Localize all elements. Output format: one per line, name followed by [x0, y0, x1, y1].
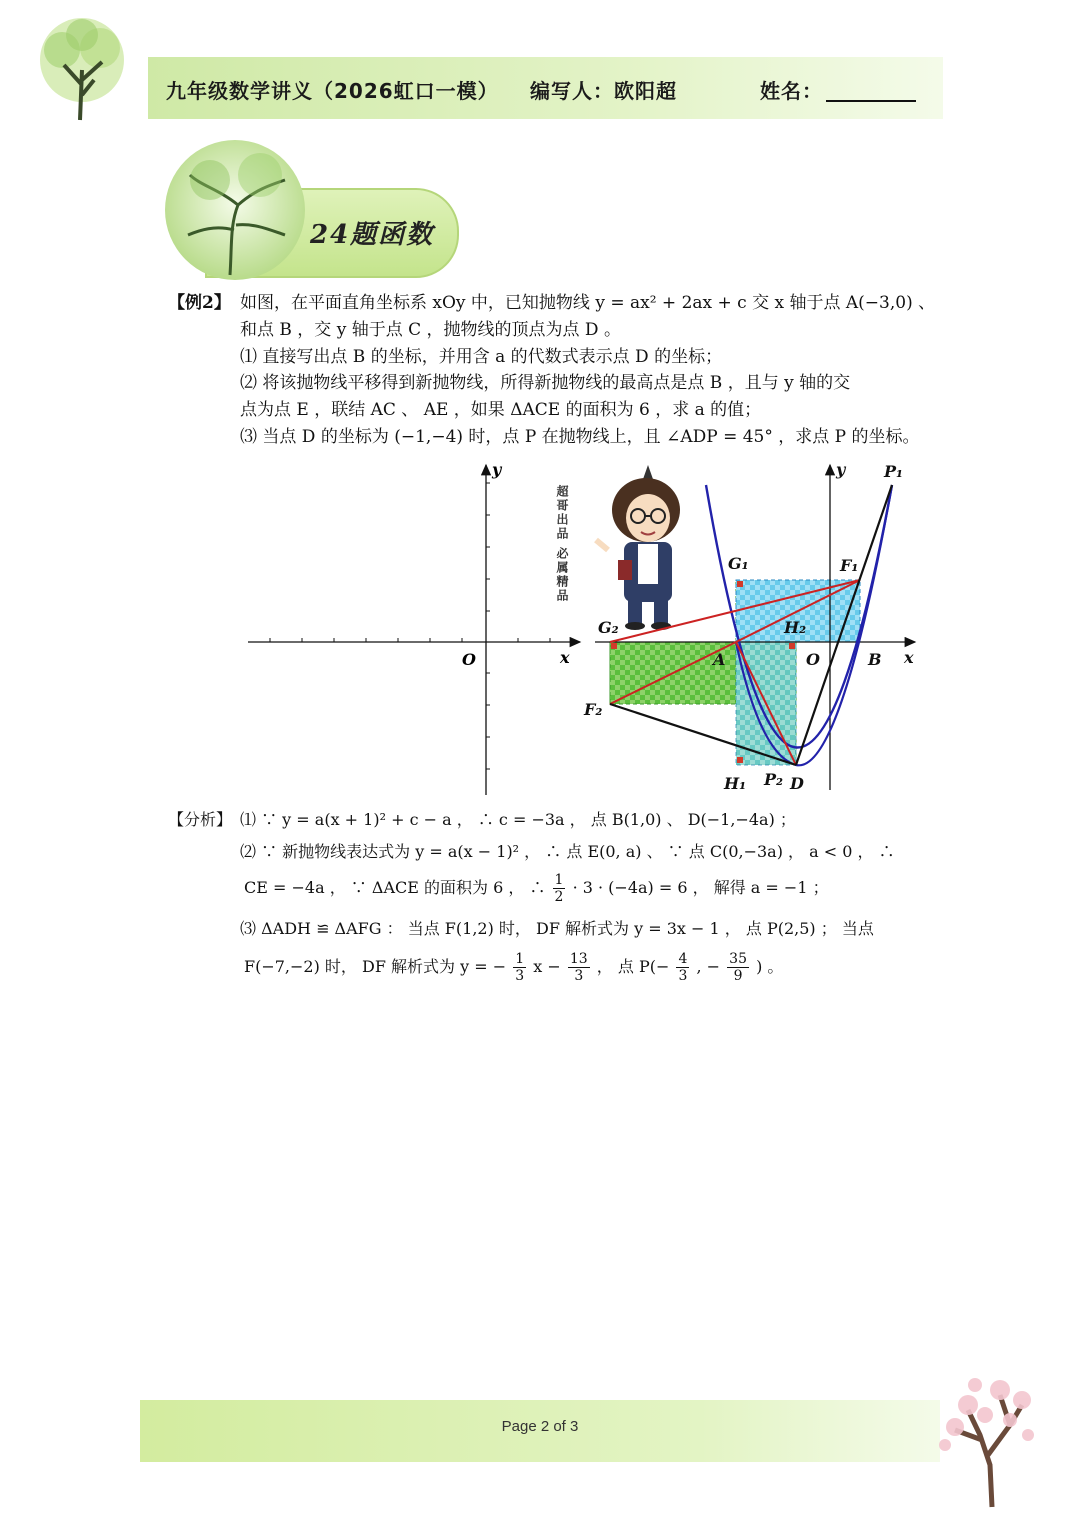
problem-line-2: 和点 B ，交 y 轴于点 C ，抛物线的顶点为点 D 。: [240, 320, 621, 340]
analysis-3b-part5: ) 。: [756, 957, 784, 976]
analysis-2b: [244, 868, 829, 908]
question-2b: 点为点 E ，联结 AC 、 AE ，如果 ΔACE 的面积为 6 ，求 a 的值；: [240, 400, 762, 420]
analysis-3a: ⑶ ΔADH ≌ ΔAFG ： 当点 F(1,2) 时， DF 解析式为 y = 3x − 1 ， 点 P(2,5) ； 当点: [240, 919, 874, 938]
left-origin-label: O: [462, 650, 476, 669]
point-p1-label: P₁: [884, 462, 904, 481]
analysis-2a: ⑵ ∵ 新抛物线表达式为 y = a(x − 1)² ， ∴ 点 E(0, a) 、 ∵ 点 C(0,−3a) ， a < 0 ， ∴: [240, 842, 895, 861]
right-origin-label: O: [806, 650, 820, 669]
point-h2-label: H₂: [784, 618, 807, 637]
analysis-3b: [244, 945, 783, 989]
point-g2-label: G₂: [598, 618, 619, 637]
left-axes: [248, 465, 580, 795]
analysis-3b-part4: , −: [696, 957, 721, 976]
analysis-3b-part2: x −: [533, 957, 561, 976]
section-tree-icon: [160, 135, 310, 285]
header-band: [148, 57, 943, 119]
analysis-tag: 【分析】: [168, 810, 233, 829]
analysis-2b-pre: CE = −4a ， ∵ ΔACE 的面积为 6 ， ∴: [244, 878, 546, 897]
analysis-2b-post: · 3 · (−4a) = 6 ， 解得 a = −1 ；: [572, 878, 829, 897]
point-b-label: B: [868, 650, 882, 669]
point-g1-label: G₁: [728, 554, 749, 573]
right-y-label: y: [836, 460, 846, 479]
right-x-label: x: [904, 648, 914, 667]
page-number: Page 2 of 3: [501, 1418, 579, 1435]
question-1: ⑴ 直接写出点 B 的坐标，并用含 a 的代数式表示点 D 的坐标；: [240, 347, 723, 367]
blossom-tree-icon: [930, 1355, 1040, 1510]
left-x-label: x: [560, 648, 570, 667]
stamp-text: 超哥出品 必属精品: [555, 485, 569, 604]
fraction-four-thirds: $\frac{4}{3}$: [678, 951, 688, 984]
problem-tag: 【例2】: [168, 293, 231, 313]
point-f1-label: F₁: [840, 556, 859, 575]
point-f2-label: F₂: [584, 700, 603, 719]
header-name-label: 姓名：: [760, 79, 823, 103]
analysis-3b-part3: ， 点 P(−: [596, 957, 670, 976]
fraction-thirteen-thirds: $\frac{13}{3}$: [569, 951, 588, 984]
question-2a: ⑵ 将该抛物线平移得到新抛物线，所得新抛物线的最高点是点 B ，且与 y 轴的交: [240, 373, 851, 393]
point-p2-label: P₂: [764, 770, 784, 789]
mascot-icon: [596, 465, 680, 630]
header-title: 九年级数学讲义（2026虹口一模）: [166, 79, 499, 103]
fraction-thirtyfive-ninths: $\frac{35}{9}$: [729, 951, 747, 984]
analysis-1: ⑴ ∵ y = a(x + 1)² + c − a ， ∴ c = −3a ， 点 B(1,0) 、 D(−1,−4a) ；: [240, 810, 796, 829]
left-y-label: y: [492, 460, 502, 479]
name-blank-line: [826, 100, 916, 102]
analysis-3b-part1: F(−7,−2) 时， DF 解析式为 y = −: [244, 957, 507, 976]
fraction-half: $\frac{1}{2}$: [554, 872, 564, 905]
point-h1-label: H₁: [724, 774, 747, 793]
fraction-one-third: $\frac{1}{3}$: [515, 951, 525, 984]
point-a-label: A: [713, 650, 726, 669]
header-author: 编写人：欧阳超: [530, 79, 677, 103]
question-3: ⑶ 当点 D 的坐标为 (−1,−4) 时，点 P 在抛物线上，且 ∠ADP = 45° ，求点 P 的坐标。: [240, 427, 920, 447]
tree-logo-icon: [22, 10, 142, 125]
figure: [240, 455, 930, 800]
section-title: 24题函数: [310, 220, 435, 250]
problem-line-1: 如图，在平面直角坐标系 xOy 中，已知抛物线 y = ax² + 2ax + c 交 x 轴于点 A(−3,0) 、: [240, 293, 936, 313]
point-d-label: D: [790, 774, 804, 793]
